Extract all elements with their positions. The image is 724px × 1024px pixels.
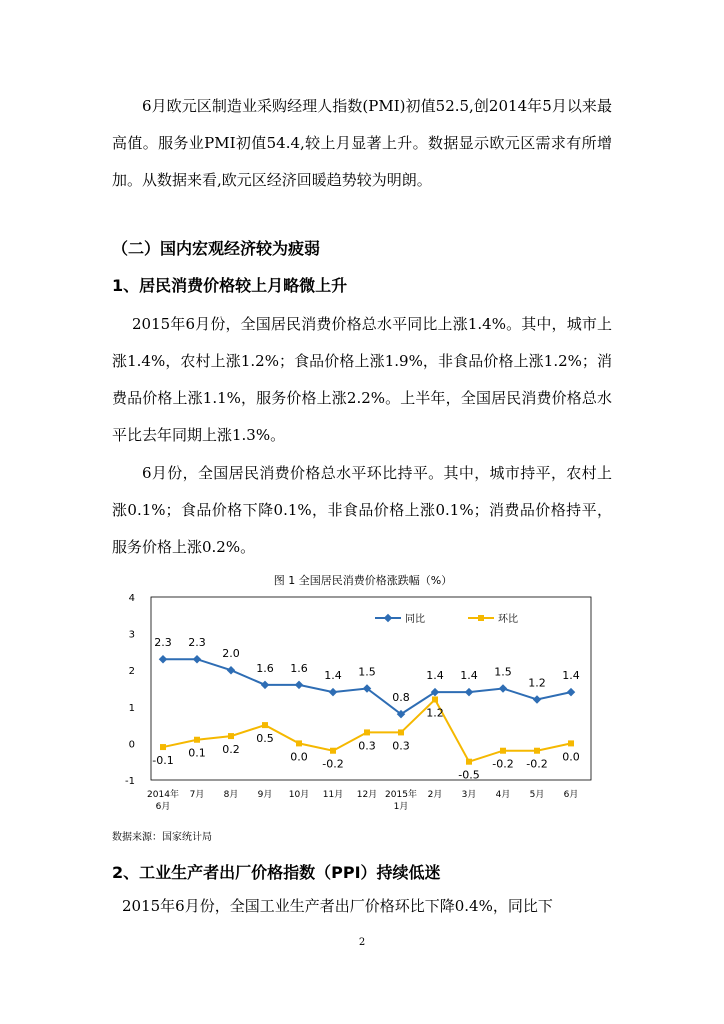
data-point bbox=[364, 729, 370, 735]
x-tick-label: 12月 bbox=[356, 790, 378, 800]
data-label: 1.4 bbox=[324, 669, 342, 683]
chart-title: 图 1 全国居民消费价格涨跌幅（%） bbox=[273, 574, 453, 587]
data-point bbox=[568, 740, 574, 746]
data-point bbox=[534, 748, 540, 754]
x-tick-label: 2015年 bbox=[385, 790, 417, 800]
data-point bbox=[296, 740, 302, 746]
data-label: -0.2 bbox=[526, 757, 548, 771]
data-point bbox=[398, 729, 404, 735]
data-point bbox=[159, 655, 167, 663]
legend-label: 环比 bbox=[498, 614, 518, 625]
data-point bbox=[466, 759, 472, 765]
data-point bbox=[261, 681, 269, 689]
data-point bbox=[465, 688, 473, 696]
data-point bbox=[329, 688, 337, 696]
x-tick-label: 2月 bbox=[427, 790, 443, 800]
data-label: 0.5 bbox=[256, 732, 274, 746]
data-point bbox=[194, 737, 200, 743]
x-tick-label: 2014年 bbox=[147, 790, 179, 800]
legend-marker bbox=[384, 614, 392, 622]
data-label: 2.0 bbox=[222, 647, 240, 661]
x-tick-label: 11月 bbox=[322, 790, 344, 800]
data-point bbox=[499, 684, 507, 692]
data-label: 0.3 bbox=[392, 739, 410, 753]
x-tick-label: 6月 bbox=[155, 802, 171, 812]
page-number: 2 bbox=[358, 937, 366, 948]
data-point bbox=[330, 748, 336, 754]
data-point bbox=[295, 681, 303, 689]
data-label: 1.5 bbox=[358, 665, 376, 679]
y-tick-label: 2 bbox=[128, 666, 135, 678]
y-tick-label: 4 bbox=[128, 593, 135, 604]
data-label: 0.2 bbox=[222, 743, 240, 757]
data-label: 1.4 bbox=[562, 669, 580, 683]
x-tick-label: 7月 bbox=[189, 790, 205, 800]
x-tick-label: 1月 bbox=[393, 802, 409, 812]
subsection1-heading: 1、居民消费价格较上月略微上升 bbox=[112, 276, 348, 295]
data-label: 0.3 bbox=[358, 739, 376, 753]
data-label: -0.2 bbox=[322, 757, 344, 771]
data-point bbox=[432, 696, 438, 702]
cpi-chart bbox=[113, 570, 613, 820]
y-tick-label: 0 bbox=[128, 739, 135, 751]
data-label: 0.8 bbox=[392, 691, 410, 705]
subsection2-heading: 2、工业生产者出厂价格指数（PPI）持续低迷 bbox=[112, 863, 441, 882]
legend-marker bbox=[478, 615, 484, 621]
x-tick-label: 4月 bbox=[495, 790, 511, 800]
data-point bbox=[567, 688, 575, 696]
cpi-paragraph-2: 6月份，全国居民消费价格总水平环比持平。其中，城市持平，农村上涨0.1%；食品价格下降0.1%，非食品价格上涨0.1%；消费品价格持平，服务价格上涨0.2%。 bbox=[112, 464, 612, 556]
data-label: 1.2 bbox=[528, 676, 546, 690]
legend-label: 同比 bbox=[405, 614, 425, 625]
data-point bbox=[262, 722, 268, 728]
data-label: 0.0 bbox=[562, 750, 580, 764]
data-point bbox=[533, 695, 541, 703]
data-label: 0.0 bbox=[290, 750, 308, 764]
data-label: 1.4 bbox=[426, 669, 444, 683]
x-tick-label: 6月 bbox=[563, 790, 579, 800]
section-heading: （二）国内宏观经济较为疲弱 bbox=[112, 239, 321, 258]
data-label: -0.5 bbox=[458, 768, 480, 782]
x-tick-label: 8月 bbox=[223, 790, 239, 800]
data-label: -0.1 bbox=[152, 754, 174, 768]
data-label: -0.2 bbox=[492, 757, 514, 771]
intro-paragraph: 6月欧元区制造业采购经理人指数(PMI)初值52.5,创2014年5月以来最高值。服务业PMI初值54.4,较上月显著上升。数据显示欧元区需求有所增加。从数据来看,欧元区经济回暖趋势较为明朗。 bbox=[112, 97, 612, 189]
data-point bbox=[500, 748, 506, 754]
y-tick-label: 1 bbox=[128, 702, 135, 714]
data-label: 2.3 bbox=[154, 636, 172, 650]
data-label: 0.1 bbox=[188, 746, 206, 760]
data-label: 1.6 bbox=[290, 661, 308, 675]
data-point bbox=[228, 733, 234, 739]
data-label: 1.4 bbox=[460, 669, 478, 683]
source-note: 数据来源：国家统计局 bbox=[112, 832, 212, 843]
cpi-paragraph-1: 2015年6月份，全国居民消费价格总水平同比上涨1.4%。其中，城市上涨1.4%，农村上涨1.2%；食品价格上涨1.9%，非食品价格上涨1.2%；消费品价格上涨1.1%，服务价格上涨2.2%。上半年，全国居民消费价格总水平比去年同期上涨1.3%。 bbox=[112, 315, 612, 444]
data-point bbox=[160, 744, 166, 750]
data-label: 1.5 bbox=[494, 665, 512, 679]
x-tick-label: 9月 bbox=[257, 790, 273, 800]
data-label: 1.6 bbox=[256, 661, 274, 675]
y-tick-label: -1 bbox=[125, 776, 135, 787]
x-tick-label: 10月 bbox=[288, 790, 310, 800]
cpi-line-chart bbox=[113, 570, 613, 820]
data-point bbox=[227, 666, 235, 674]
x-tick-label: 3月 bbox=[461, 790, 477, 800]
data-label: 2.3 bbox=[188, 636, 206, 650]
ppi-paragraph: 2015年6月份，全国工业生产者出厂价格环比下降0.4%，同比下 bbox=[122, 897, 553, 915]
data-label: 1.2 bbox=[426, 706, 444, 720]
data-point bbox=[193, 655, 201, 663]
y-tick-label: 3 bbox=[128, 629, 135, 641]
x-tick-label: 5月 bbox=[529, 790, 545, 800]
